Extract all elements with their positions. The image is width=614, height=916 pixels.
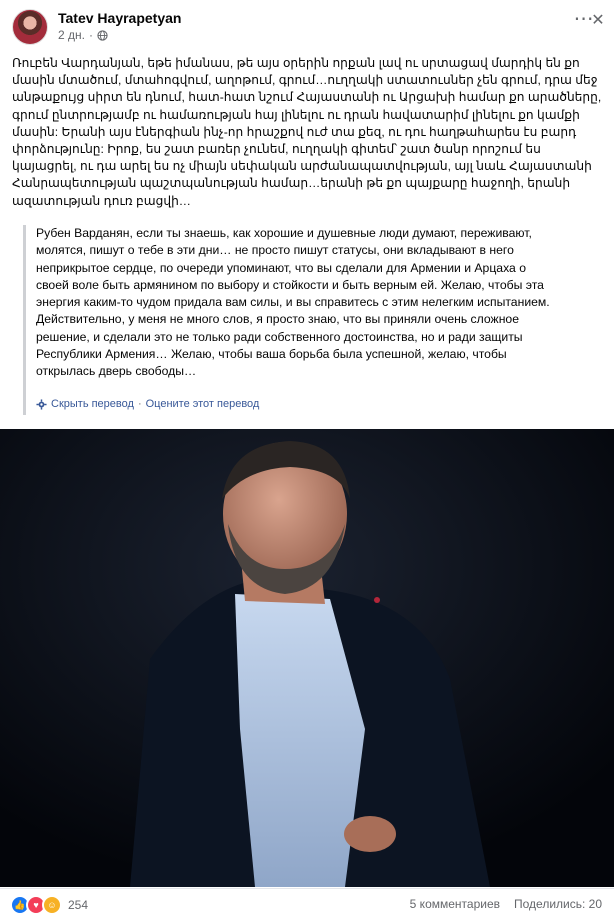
engagement-stats — [410, 897, 602, 911]
portrait-illustration — [0, 429, 614, 887]
post-header — [12, 8, 605, 45]
author-name[interactable]: Tatev Hayrapetyan — [58, 10, 182, 26]
gear-icon — [36, 399, 47, 410]
translation-links — [36, 398, 259, 410]
shares-count[interactable]: Поделились: 20 — [514, 897, 602, 911]
close-icon: ✕ — [591, 12, 605, 29]
links-separator: · — [137, 398, 142, 410]
post-timestamp[interactable]: 2 дн. — [58, 28, 85, 42]
reaction-count: 254 — [68, 898, 89, 912]
translation-text: Рубен Варданян, если ты знаешь, как хорошие и душевные люди думают, переживают, молятся, пишут о тебе в эти дни… не просто пишут статусы, они вкладывают в него неприкрытое сердце, по очереди упоминают, что вы сделали для Армении и Арцаха о своей воле быть армянином по выбору и стойкости и быть верным ей. Желаю, чтобы эта энергия каким-то чудом придала вам силы, и вы справитесь с этим нелегким испытанием. Действительно, у меня не много слов, я просто знаю, что вы приняли очень сложное решение, и сделали это не только ради собственного достоинства, но и ради защиты Республики Армения… Желаю, чтобы ваша борьба была успешной, желаю, чтобы открылась дверь свободы… — [36, 226, 550, 379]
close-button[interactable] — [586, 9, 610, 33]
rate-translation-link[interactable]: Оцените этот перевод — [145, 398, 260, 410]
post-footer — [0, 888, 614, 916]
reactions-summary[interactable] — [10, 895, 88, 915]
translation-block — [23, 225, 603, 415]
hide-translation-link[interactable]: Скрыть перевод — [51, 398, 134, 410]
meta-separator: · — [88, 28, 93, 42]
post-original-text: Ռուբեն Վարդանյան, եթե իմանաս, թե այս օրերին որքան լավ ու սրտացավ մարդիկ են քո մասին մտածում, մտահոգվում, աղոթում, գրում…ուղղակի ստատուսներ չեն գրում, դրա մեջ անթաքույց սիրտ են դնում, հատ-հատ նշում Հայաստանի ու Արցախի համար քո արածները, գրում ընտրությամբ ու համառության հայ լինելու ու դրան հավատարիմ լինելու քո կամքի մասին: Երանի այս էներգիան ինչ-որ հրաշքով ուժ տա քեզ, ու դու հաղթահարես էս բարդ փորձությունը: Իրոք, ես շատ բառեր չունեմ, ուղղակի գիտեմ՝ շատ ծանր որոշում ես կայացրել, ու դա արել ես ոչ միայն սեփական արժանապատվության, այլ նաև Հայաստանի Հանրապետության պաշտպանության համար…երանի թե քո պայքարը հաջողի, երանի ազատության դուռ բացվի… — [12, 56, 602, 208]
comments-count[interactable]: 5 комментариев — [409, 897, 500, 911]
author-avatar[interactable] — [12, 9, 48, 45]
more-horizontal-icon: ⋯ — [573, 8, 595, 30]
globe-icon — [97, 30, 108, 41]
post-meta — [58, 28, 108, 42]
care-icon: ☺ — [42, 895, 62, 915]
post-photo[interactable] — [0, 429, 614, 887]
love-icon: ♥ — [26, 895, 46, 915]
like-icon: 👍 — [10, 895, 30, 915]
